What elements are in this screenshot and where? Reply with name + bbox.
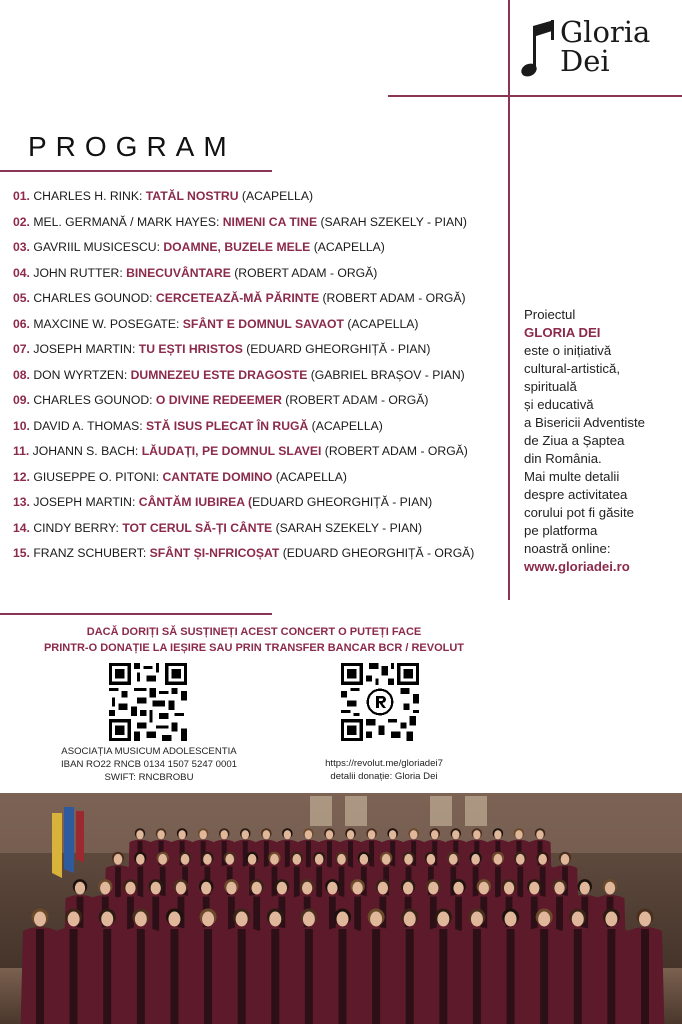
singer-face: [449, 854, 458, 865]
item-composer: GIUSEPPE O. PITONI:: [33, 469, 163, 484]
singer-face: [269, 912, 281, 927]
singer-face: [315, 854, 324, 865]
side-line: spirituală: [524, 379, 577, 394]
singer-face: [136, 854, 145, 865]
program-item: [13, 521, 508, 547]
singer-stole: [540, 929, 548, 1024]
singer-stole: [36, 929, 44, 1024]
program-item: [13, 266, 508, 292]
item-composer: JOSEPH MARTIN:: [33, 342, 139, 356]
singer-face: [168, 912, 180, 927]
project-name: GLORIA DEI: [524, 325, 601, 340]
item-detail: (ROBERT ADAM - ORGĂ): [319, 291, 466, 305]
item-title: SFÂNT ȘI-NFRICOȘAT: [149, 546, 280, 560]
side-line: pe platforma: [524, 523, 598, 538]
singer-stole: [641, 929, 649, 1024]
singer-face: [337, 854, 346, 865]
singer-face: [226, 882, 236, 895]
singer-face: [176, 882, 186, 895]
donation-line: DACĂ DORIȚI SĂ SUSȚINEȚI ACEST CONCERT O PUTEȚI FACE: [86, 626, 422, 638]
singer-face: [225, 854, 234, 865]
gloria-dei-logo: [520, 15, 651, 80]
singer-face: [471, 854, 480, 865]
item-composer: JOHANN S. BACH:: [32, 444, 142, 458]
singer-face: [270, 854, 279, 865]
singer-face: [360, 854, 369, 865]
item-title: DOAMNE, BUZELE MELE: [163, 240, 311, 254]
item-number: 01.: [13, 189, 30, 203]
program-item: [13, 546, 508, 572]
item-composer: CINDY BERRY:: [33, 520, 123, 535]
item-number: 02.: [13, 214, 30, 229]
item-composer: CHARLES H. RINK:: [33, 189, 146, 203]
item-detail: (GABRIEL BRAȘOV - PIAN): [307, 367, 465, 382]
item-composer: DAVID A. THOMAS:: [33, 418, 146, 433]
singer-face: [639, 912, 651, 927]
singer-face: [538, 854, 547, 865]
item-title: CÂNTĂM IUBIREA (: [138, 495, 253, 509]
singer-face: [158, 854, 167, 865]
singer-face: [605, 882, 615, 895]
singer-face: [302, 882, 312, 895]
bank-iban: IBAN RO22 RNCB 0134 1507 5247 0001: [61, 759, 237, 770]
singer-face: [437, 912, 449, 927]
singer-face: [337, 912, 349, 927]
item-composer: MAXCINE W. POSEGATE:: [33, 316, 183, 331]
item-detail: (SARAH SZEKELY - PIAN): [272, 520, 423, 535]
singer-face: [101, 912, 113, 927]
item-number: 14.: [13, 520, 30, 535]
item-detail: (EDUARD GHEORGHIȚĂ - ORGĂ): [279, 546, 475, 560]
bcr-qr-code[interactable]: [109, 663, 187, 741]
singer-face: [529, 882, 539, 895]
singer-face: [473, 830, 480, 839]
donation-line: PRINTR-O DONAȚIE LA IEȘIRE SAU PRIN TRANSFER BANCAR BCR / REVOLUT: [43, 642, 465, 654]
item-detail: (ACAPELLA): [343, 316, 419, 331]
singer-face: [403, 882, 413, 895]
logo-word-dei: Dei: [560, 44, 610, 78]
item-number: 12.: [13, 469, 30, 484]
item-title: SFÂNT E DOMNUL SAVAOT: [182, 316, 344, 331]
item-detail: (ROBERT ADAM - ORGĂ): [230, 265, 378, 280]
singer-face: [157, 830, 164, 839]
singer-face: [389, 830, 396, 839]
singer-face: [427, 854, 436, 865]
singer-face: [326, 830, 333, 839]
item-composer: GAVRIIL MUSICESCU:: [33, 240, 164, 254]
website-link[interactable]: www.gloriadei.ro: [524, 559, 630, 574]
singer-face: [404, 854, 413, 865]
program-item: [13, 215, 508, 241]
bank-swift: SWIFT: RNCBROBU: [104, 772, 194, 783]
item-composer: CHARLES GOUNOD:: [33, 393, 156, 407]
item-title: TATĂL NOSTRU: [145, 189, 239, 203]
item-detail: (ROBERT ADAM - ORGĂ): [281, 393, 429, 407]
program-item: [13, 444, 508, 470]
item-number: 05.: [13, 291, 30, 305]
item-title: BINECUVÂNTARE: [126, 265, 231, 280]
singer-stole: [170, 929, 178, 1024]
item-title: CANTATE DOMINO: [162, 469, 273, 484]
side-line: și educativă: [524, 397, 594, 412]
singer-stole: [507, 929, 515, 1024]
singer-face: [554, 882, 564, 895]
item-title: TU EȘTI HRISTOS: [138, 342, 243, 356]
singer-stole: [339, 929, 347, 1024]
singer-stole: [574, 929, 582, 1024]
side-line: Mai multe detalii: [524, 469, 620, 484]
singer-stole: [372, 929, 380, 1024]
side-line: corului pot fi găsite: [524, 505, 634, 520]
item-number: 06.: [13, 316, 30, 331]
singer-face: [236, 912, 248, 927]
singer-face: [431, 830, 438, 839]
header-divider: [388, 95, 682, 97]
singer-face: [125, 882, 135, 895]
item-number: 15.: [13, 546, 30, 560]
singer-stole: [473, 929, 481, 1024]
item-detail: (ROBERT ADAM - ORGĂ): [321, 444, 468, 458]
singer-face: [453, 882, 463, 895]
project-description: [524, 306, 682, 576]
singer-face: [34, 912, 46, 927]
singer-stole: [271, 929, 279, 1024]
singer-face: [242, 830, 249, 839]
singer-face: [220, 830, 227, 839]
singer-face: [494, 830, 501, 839]
item-detail: (EDUARD GHEORGHIȚĂ - PIAN): [242, 342, 431, 356]
program-item: [13, 368, 508, 394]
singer-face: [494, 854, 503, 865]
item-detail: (ACAPELLA): [308, 418, 383, 433]
item-composer: JOSEPH MARTIN:: [33, 495, 139, 509]
singer-face: [479, 882, 489, 895]
singer-face: [303, 912, 315, 927]
item-composer: MEL. GERMANĂ / MARK HAYES:: [33, 214, 223, 229]
singer-face: [181, 854, 190, 865]
item-detail: EDUARD GHEORGHIȚĂ - PIAN): [252, 495, 433, 509]
item-number: 08.: [13, 367, 30, 382]
program-item: [13, 291, 508, 317]
program-item: [13, 342, 508, 368]
singer-stole: [439, 929, 447, 1024]
item-detail: (ACAPELLA): [238, 189, 314, 203]
bank-details: [40, 745, 258, 784]
singer-stole: [137, 929, 145, 1024]
item-number: 11.: [13, 444, 30, 458]
item-title: O DIVINE REDEEMER: [155, 393, 282, 407]
item-number: 03.: [13, 240, 30, 254]
singer-face: [199, 830, 206, 839]
item-composer: JOHN RUTTER:: [33, 265, 127, 280]
donation-appeal: [0, 624, 508, 656]
side-line: este o inițiativă: [524, 343, 612, 358]
revolut-details: [300, 757, 468, 783]
singer-face: [252, 882, 262, 895]
program-item: [13, 495, 508, 521]
singer-face: [305, 830, 312, 839]
singer-face: [201, 882, 211, 895]
singer-face: [572, 912, 584, 927]
singer-face: [515, 830, 522, 839]
singer-stole: [305, 929, 313, 1024]
revolut-note: detalii donație: Gloria Dei: [330, 771, 438, 782]
singer-face: [353, 882, 363, 895]
side-line: noastră online:: [524, 541, 611, 556]
singer-face: [605, 912, 617, 927]
singer-face: [292, 854, 301, 865]
item-title: STĂ ISUS PLECAT ÎN RUGĂ: [146, 418, 309, 433]
singer-face: [277, 882, 287, 895]
singer-face: [580, 882, 590, 895]
side-line: Proiectul: [524, 307, 576, 322]
singer-stole: [204, 929, 212, 1024]
vertical-divider: [508, 0, 510, 600]
side-line: a Bisericii Adventiste: [524, 415, 645, 430]
singer-face: [428, 882, 438, 895]
singer-face: [347, 830, 354, 839]
singer-face: [561, 854, 570, 865]
singer-face: [382, 854, 391, 865]
side-line: din România.: [524, 451, 602, 466]
item-detail: (ACAPELLA): [272, 469, 347, 484]
singer-face: [114, 854, 123, 865]
program-item: [13, 240, 508, 266]
donation-divider: [0, 613, 272, 615]
singer-face: [135, 912, 147, 927]
singer-face: [263, 830, 270, 839]
singer-face: [471, 912, 483, 927]
singer-face: [75, 882, 85, 895]
singer-face: [452, 830, 459, 839]
singer-face: [504, 882, 514, 895]
singer-face: [151, 882, 161, 895]
revolut-qr-code[interactable]: [341, 663, 419, 741]
singer-face: [404, 912, 416, 927]
singer-face: [516, 854, 525, 865]
singer-face: [178, 830, 185, 839]
item-title: TOT CERUL SĂ-ȚI CÂNTE: [122, 520, 273, 535]
program-item: [13, 419, 508, 445]
item-number: 09.: [13, 393, 30, 407]
item-title: DUMNEZEU ESTE DRAGOSTE: [130, 367, 308, 382]
choir-photo: [0, 793, 682, 1024]
item-title: NIMENI CA TINE: [222, 214, 318, 229]
singer-face: [284, 830, 291, 839]
program-item: [13, 317, 508, 343]
singer-face: [536, 830, 543, 839]
program-underline: [0, 170, 272, 172]
side-line: de Ziua a Șaptea: [524, 433, 625, 448]
item-number: 04.: [13, 265, 30, 280]
singer-face: [538, 912, 550, 927]
singer-face: [327, 882, 337, 895]
bank-account-name: ASOCIAȚIA MUSICUM ADOLESCENTIA: [61, 746, 237, 757]
revolut-link[interactable]: https://revolut.me/gloriadei7: [325, 758, 443, 769]
item-composer: DON WYRTZEN:: [33, 367, 131, 382]
item-number: 10.: [13, 418, 30, 433]
item-composer: FRANZ SCHUBERT:: [33, 546, 150, 560]
item-title: CERCETEAZĂ-MĂ PĂRINTE: [155, 291, 320, 305]
item-title: LĂUDAȚI, PE DOMNUL SLAVEI: [141, 444, 322, 458]
singer-face: [136, 830, 143, 839]
item-composer: CHARLES GOUNOD:: [33, 291, 156, 305]
singer-stole: [103, 929, 111, 1024]
program-heading: PROGRAM: [28, 131, 236, 162]
singer-face: [68, 912, 80, 927]
music-note-icon: [520, 18, 556, 80]
singer-face: [378, 882, 388, 895]
program-item: [13, 393, 508, 419]
item-number: 13.: [13, 495, 30, 509]
program-item: [13, 189, 508, 215]
singer-face: [368, 830, 375, 839]
singer-stole: [238, 929, 246, 1024]
logo-word-gloria: Gloria: [560, 15, 651, 49]
side-line: cultural-artistică,: [524, 361, 621, 376]
program-item: [13, 470, 508, 496]
singer-stole: [406, 929, 414, 1024]
singer-face: [202, 912, 214, 927]
singer-face: [370, 912, 382, 927]
singer-face: [248, 854, 257, 865]
singer-stole: [70, 929, 78, 1024]
singer-face: [410, 830, 417, 839]
program-list: [13, 189, 508, 572]
item-detail: (SARAH SZEKELY - PIAN): [317, 214, 467, 229]
singer-stole: [607, 929, 615, 1024]
item-detail: (ACAPELLA): [310, 240, 385, 254]
choir-illustration: [0, 793, 682, 1024]
singer-face: [203, 854, 212, 865]
singer-face: [505, 912, 517, 927]
side-line: despre activitatea: [524, 487, 628, 502]
item-number: 07.: [13, 342, 30, 356]
singer-face: [100, 882, 110, 895]
